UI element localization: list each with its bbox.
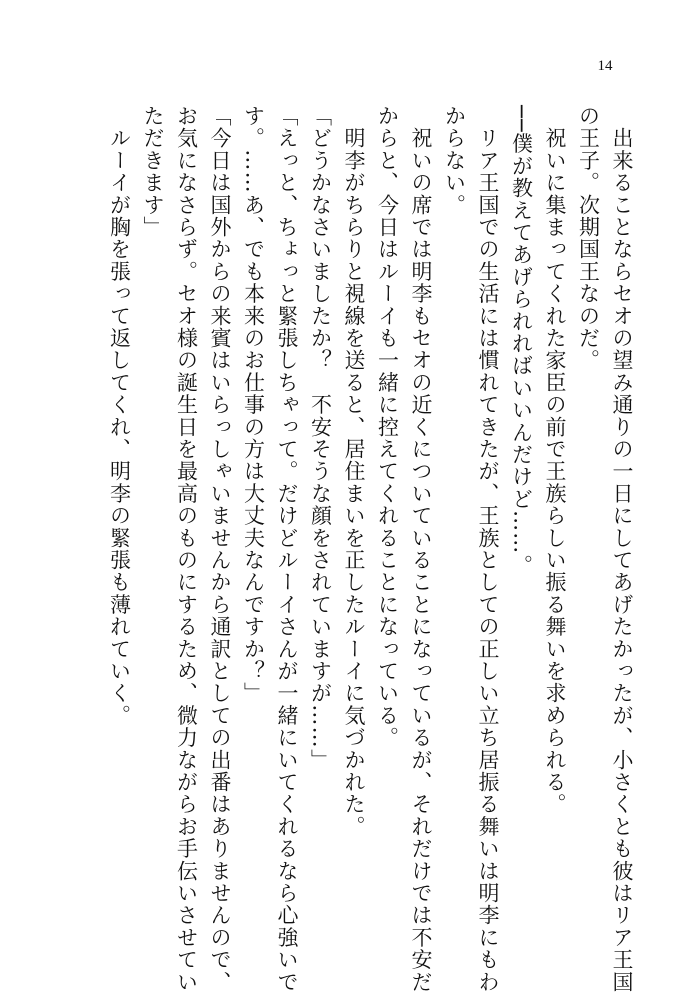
text-line: からと、今日はルーイも一緒に控えてくれることになっている。	[375, 105, 400, 749]
text-line: の王子。次期国王なのだ。	[576, 105, 601, 372]
text-line: リア王国での生活には慣れてきたが、王族としての正しい立ち居振る舞いは明李にもわ	[476, 105, 500, 993]
page-number: 14	[597, 58, 613, 74]
text-line: ──僕が教えてあげられればいいんだけど……。	[509, 105, 534, 577]
text-line: 祝いの席では明李もセオの近くについていることになっているが、それだけでは不安だ	[409, 105, 433, 993]
text-line: からない。	[442, 105, 467, 216]
text-line: 「えっと、ちょっと緊張しちゃって。だけどルーイさんが一緒にいてくれるなら心強いで	[275, 105, 299, 993]
text-line: ルーイが胸を張って返してくれ、明李の緊張も薄れていく。	[107, 105, 132, 727]
text-line: 「今日は国外からの来賓はいらっしゃいませんから通訳としての出番はありませんので、	[208, 105, 232, 993]
text-line: 明李がちらりと視線を送ると、居住まいを正したルーイに気づかれた。	[342, 105, 366, 838]
text-line: 「どうかなさいましたか？ 不安そうな顔をされていますが……」	[308, 105, 333, 771]
text-line: す。……あ、でも本来のお仕事の方は大丈夫なんですか？」	[241, 105, 266, 705]
text-line: ただきます」	[141, 105, 165, 239]
text-line: 出来ることならセオの望み通りの一日にしてあげたかったが、小さくとも彼はリア王国	[610, 105, 634, 993]
text-line: 祝いに集まってくれた家臣の前で王族らしい振る舞いを求められる。	[543, 105, 567, 816]
body-text	[102, 105, 638, 1005]
text-line: お気になさらず。セオ様の誕生日を最高のものにするため、微力ながらお手伝いさせてい	[174, 105, 199, 993]
